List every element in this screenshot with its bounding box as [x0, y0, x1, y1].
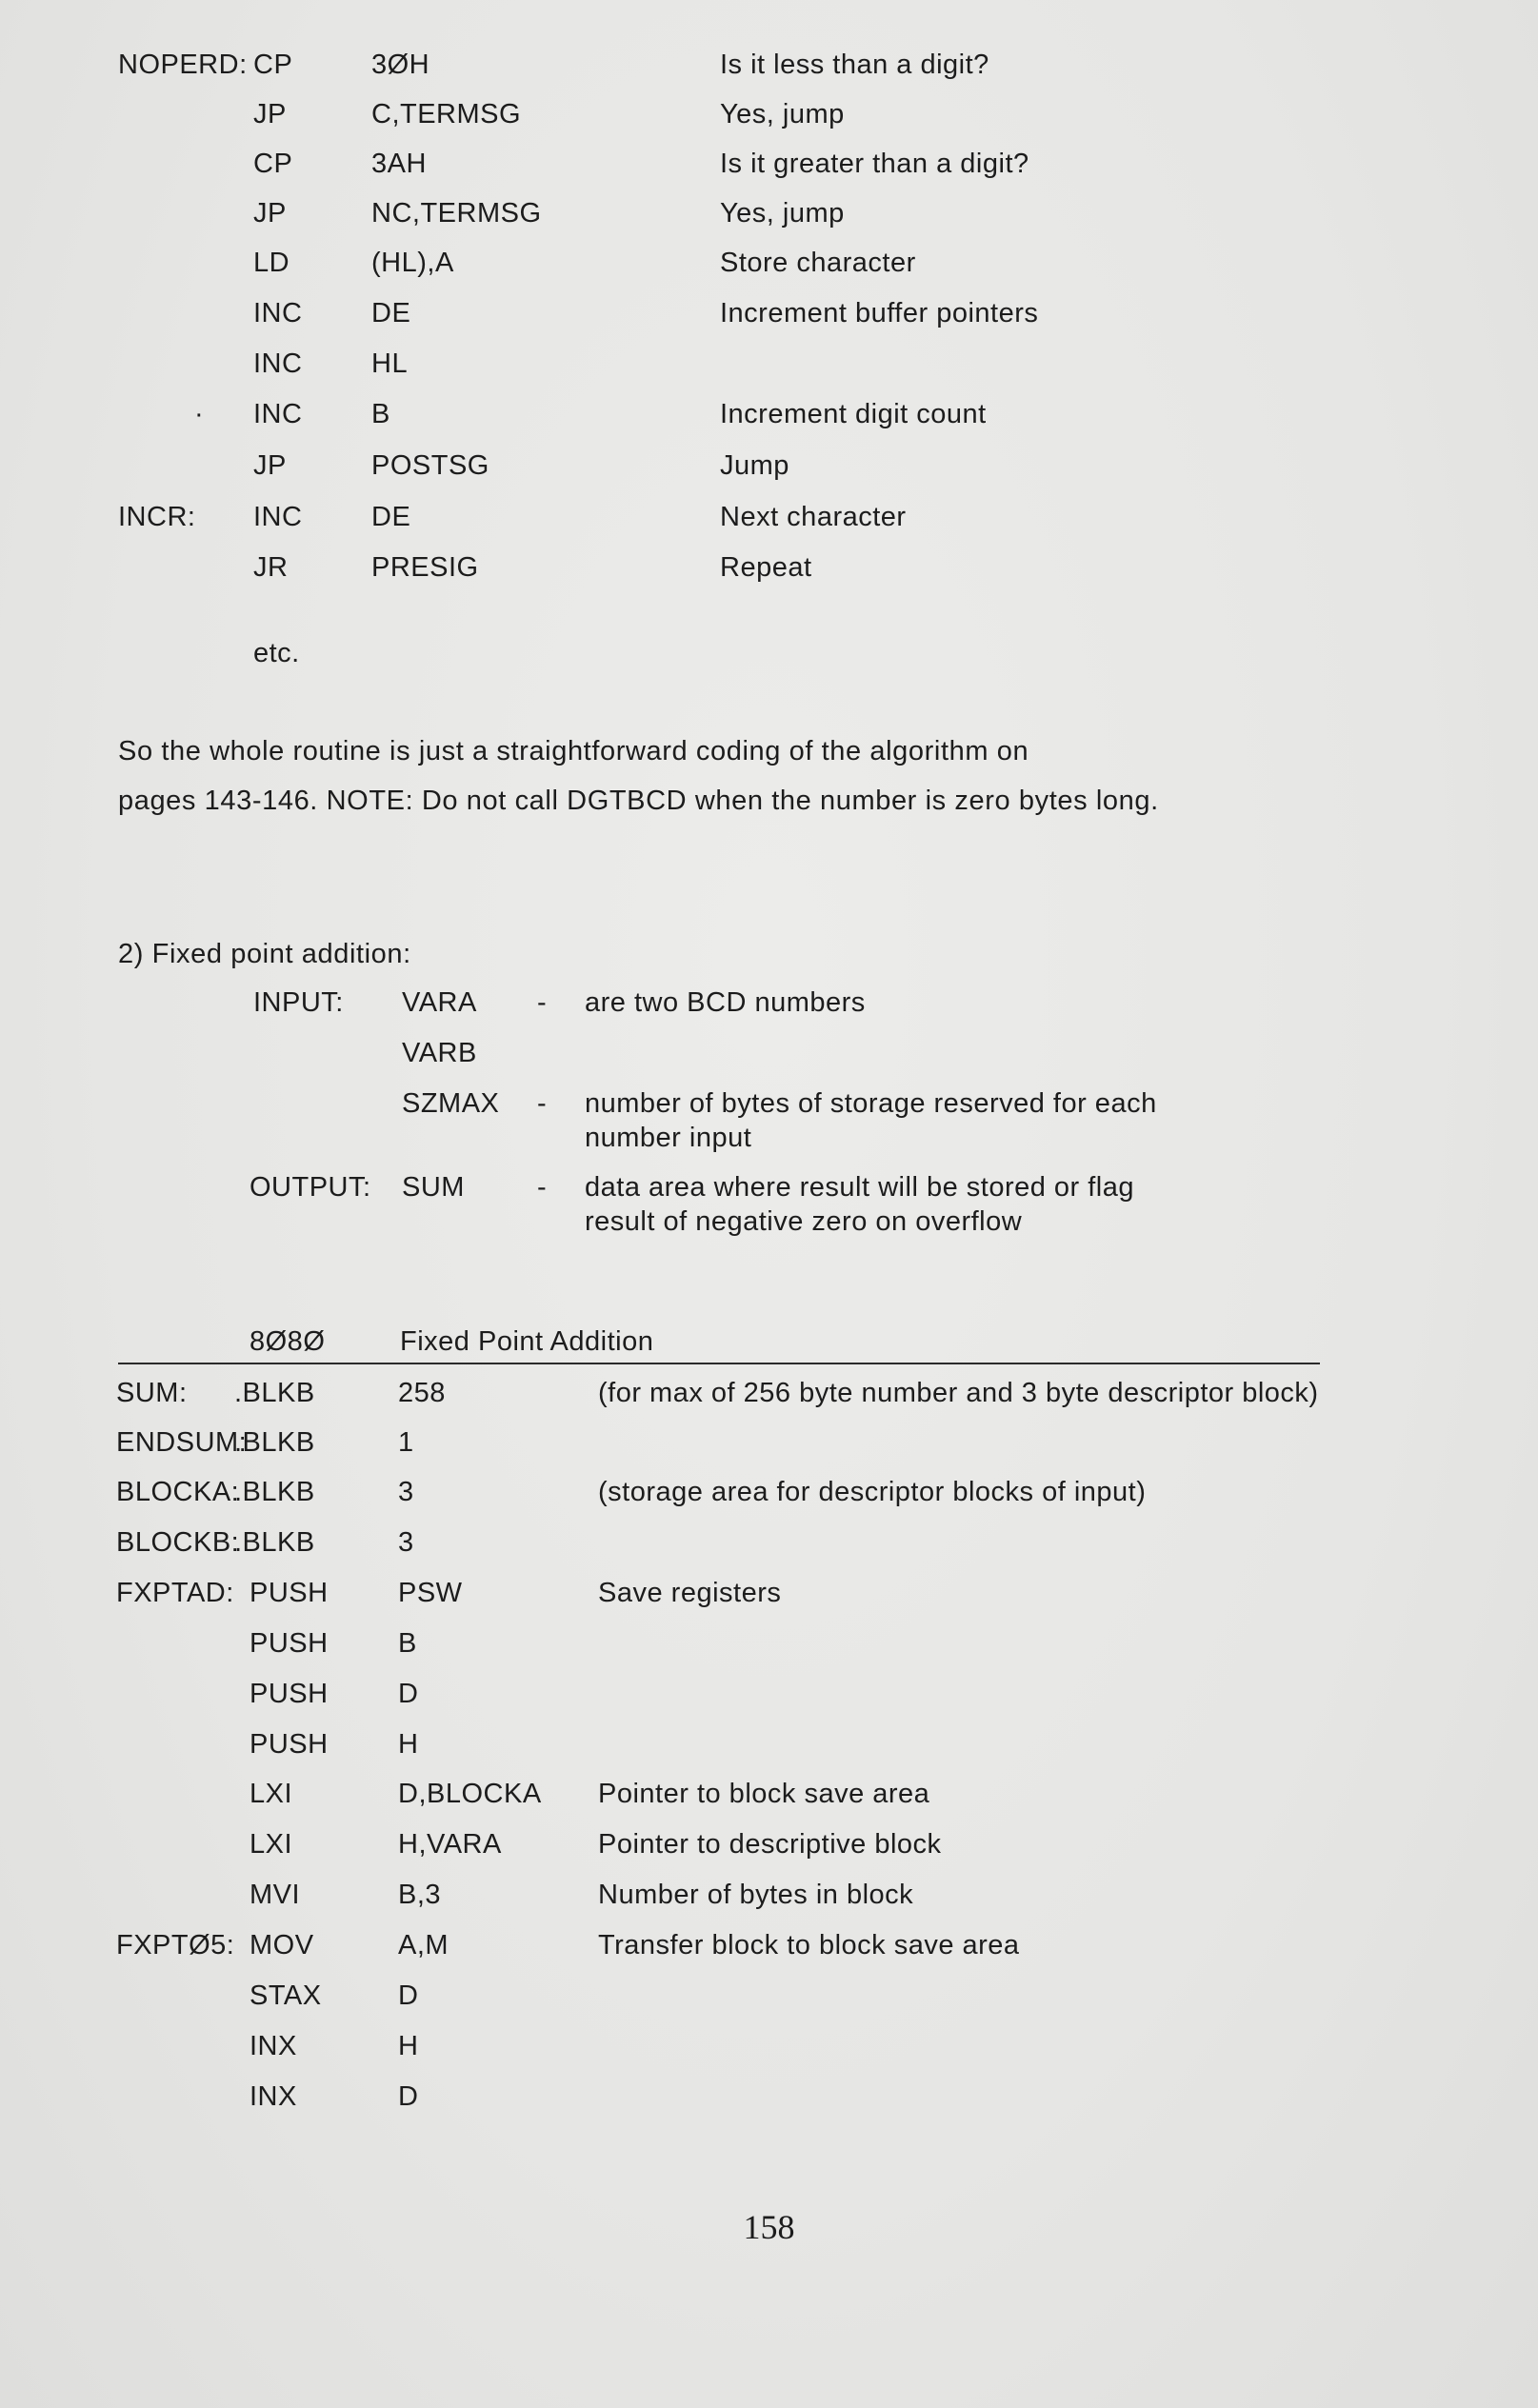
code-operand: POSTSG — [371, 450, 489, 481]
code-comment: Number of bytes in block — [598, 1880, 914, 1910]
code-operand: DE — [371, 502, 411, 532]
code-comment: Repeat — [720, 552, 812, 583]
param-desc-cont: result of negative zero on overflow — [585, 1206, 1023, 1237]
code-line — [0, 198, 1538, 236]
code-operand: H,VARA — [398, 1829, 502, 1860]
code-operand: NC,TERMSG — [371, 198, 542, 229]
code-operand: B — [398, 1628, 417, 1659]
paragraph-line-1: So the whole routine is just a straightforward coding of the algorithm on — [118, 736, 1029, 766]
code-label: BLOCKB: — [116, 1527, 240, 1558]
listing-title: Fixed Point Addition — [400, 1326, 654, 1357]
param-desc: data area where result will be stored or flag — [585, 1172, 1135, 1203]
code-opcode: JR — [253, 552, 289, 583]
code-operand: 3 — [398, 1477, 414, 1507]
code-opcode: MVI — [250, 1880, 301, 1910]
code-operand: 1 — [398, 1427, 414, 1458]
code-line — [0, 1779, 1538, 1817]
code-comment: Store character — [720, 248, 916, 278]
code-operand: A,M — [398, 1930, 449, 1960]
code-operand: 258 — [398, 1378, 446, 1408]
code-opcode: INC — [253, 399, 303, 429]
code-opcode: .BLKB — [234, 1378, 315, 1408]
code-line — [0, 298, 1538, 336]
code-opcode: JP — [253, 198, 287, 229]
code-operand: D — [398, 2081, 419, 2112]
code-operand: 3AH — [371, 149, 427, 179]
section-heading: 2) Fixed point addition: — [118, 939, 411, 969]
code-line — [0, 348, 1538, 387]
code-comment: Increment digit count — [720, 399, 987, 429]
code-opcode: PUSH — [250, 1628, 329, 1659]
code-label: SUM: — [116, 1378, 188, 1408]
code-line — [0, 1980, 1538, 2019]
param-dash: - — [537, 987, 548, 1018]
code-comment: Next character — [720, 502, 907, 532]
code-line — [0, 450, 1538, 488]
code-etc — [0, 638, 1538, 676]
code-opcode: INC — [253, 298, 303, 328]
code-line — [0, 1679, 1538, 1717]
code-opcode: INX — [250, 2031, 297, 2061]
code-comment: Is it less than a digit? — [720, 50, 989, 80]
code-line — [0, 1829, 1538, 1867]
code-line — [0, 1880, 1538, 1918]
code-line — [0, 2081, 1538, 2119]
param-desc: are two BCD numbers — [585, 987, 866, 1018]
page-number: 158 — [743, 2208, 795, 2246]
code-label: FXPTAD: — [116, 1578, 234, 1608]
param-name: SUM — [402, 1172, 465, 1203]
code-comment: (storage area for descriptor blocks of input) — [598, 1477, 1147, 1507]
code-opcode: PUSH — [250, 1679, 329, 1709]
code-operand: HL — [371, 348, 409, 379]
code-operand: D — [398, 1980, 419, 2011]
code-line — [0, 502, 1538, 540]
param-name: SZMAX — [402, 1088, 500, 1119]
param-desc: number of bytes of storage reserved for each — [585, 1088, 1157, 1119]
code-opcode: JP — [253, 450, 287, 481]
code-comment: Pointer to descriptive block — [598, 1829, 942, 1860]
code-line — [0, 149, 1538, 187]
code-opcode: PUSH — [250, 1729, 329, 1760]
code-line — [0, 1930, 1538, 1968]
code-opcode: INC — [253, 502, 303, 532]
param-desc-cont: number input — [585, 1123, 752, 1153]
code-label: NOPERD: — [118, 50, 248, 80]
code-line — [0, 99, 1538, 137]
code-line — [0, 248, 1538, 286]
code-comment: Is it greater than a digit? — [720, 149, 1029, 179]
code-line — [0, 1578, 1538, 1616]
code-line — [0, 50, 1538, 88]
code-opcode: .BLKB — [234, 1477, 315, 1507]
code-operand: PSW — [398, 1578, 463, 1608]
code-comment: Jump — [720, 450, 789, 481]
code-opcode: STAX — [250, 1980, 322, 2011]
code-operand: D — [398, 1679, 419, 1709]
code-label: BLOCKA: — [116, 1477, 240, 1507]
code-opcode: PUSH — [250, 1578, 329, 1608]
code-comment: Pointer to block save area — [598, 1779, 930, 1809]
code-operand: D,BLOCKA — [398, 1779, 542, 1809]
param-name: VARB — [402, 1038, 477, 1068]
code-operand: PRESIG — [371, 552, 479, 583]
param-kind: OUTPUT: — [250, 1172, 371, 1203]
code-opcode: MOV — [250, 1930, 314, 1960]
code-line — [0, 552, 1538, 590]
param-dash: - — [537, 1088, 548, 1119]
etc-text: etc. — [253, 638, 300, 668]
code-comment: Yes, jump — [720, 99, 845, 129]
code-opcode: CP — [253, 149, 293, 179]
code-operand: B,3 — [398, 1880, 442, 1910]
code-line — [0, 1427, 1538, 1465]
code-operand: (HL),A — [371, 248, 454, 278]
code-line — [0, 1378, 1538, 1416]
code-comment: Increment buffer pointers — [720, 298, 1039, 328]
code-opcode: CP — [253, 50, 293, 80]
code-opcode: INC — [253, 348, 303, 379]
param-name: VARA — [402, 987, 477, 1018]
code-opcode: .BLKB — [234, 1527, 315, 1558]
code-comment: (for max of 256 byte number and 3 byte descriptor block) — [598, 1378, 1319, 1408]
code-line — [0, 1729, 1538, 1767]
code-line — [0, 1628, 1538, 1666]
code-opcode: LD — [253, 248, 290, 278]
code-comment: Transfer block to block save area — [598, 1930, 1020, 1960]
listing-cpu: 8Ø8Ø — [250, 1326, 326, 1357]
code-opcode: .BLKB — [234, 1427, 315, 1458]
code-label: FXPTØ5: — [116, 1930, 235, 1960]
code-label: ENDSUM: — [116, 1427, 248, 1458]
header-rule — [118, 1363, 1320, 1364]
code-line — [0, 1527, 1538, 1565]
paragraph-line-2: pages 143-146. NOTE: Do not call DGTBCD when the number is zero bytes long. — [118, 786, 1159, 816]
code-line — [0, 1477, 1538, 1515]
code-line — [0, 2031, 1538, 2069]
listing-2-header — [0, 1326, 1538, 1364]
param-kind: INPUT: — [253, 987, 344, 1018]
code-operand: B — [371, 399, 390, 429]
code-comment: Save registers — [598, 1578, 782, 1608]
code-operand: 3ØH — [371, 50, 430, 80]
code-line — [0, 399, 1538, 437]
code-operand: 3 — [398, 1527, 414, 1558]
code-opcode: LXI — [250, 1779, 293, 1809]
code-comment: Yes, jump — [720, 198, 845, 229]
param-dash: - — [537, 1172, 548, 1203]
code-opcode: JP — [253, 99, 287, 129]
code-operand: H — [398, 1729, 419, 1760]
code-operand: C,TERMSG — [371, 99, 522, 129]
code-opcode: LXI — [250, 1829, 293, 1860]
code-operand: H — [398, 2031, 419, 2061]
code-opcode: INX — [250, 2081, 297, 2112]
code-label: · — [194, 399, 205, 429]
code-operand: DE — [371, 298, 411, 328]
code-label: INCR: — [118, 502, 196, 532]
